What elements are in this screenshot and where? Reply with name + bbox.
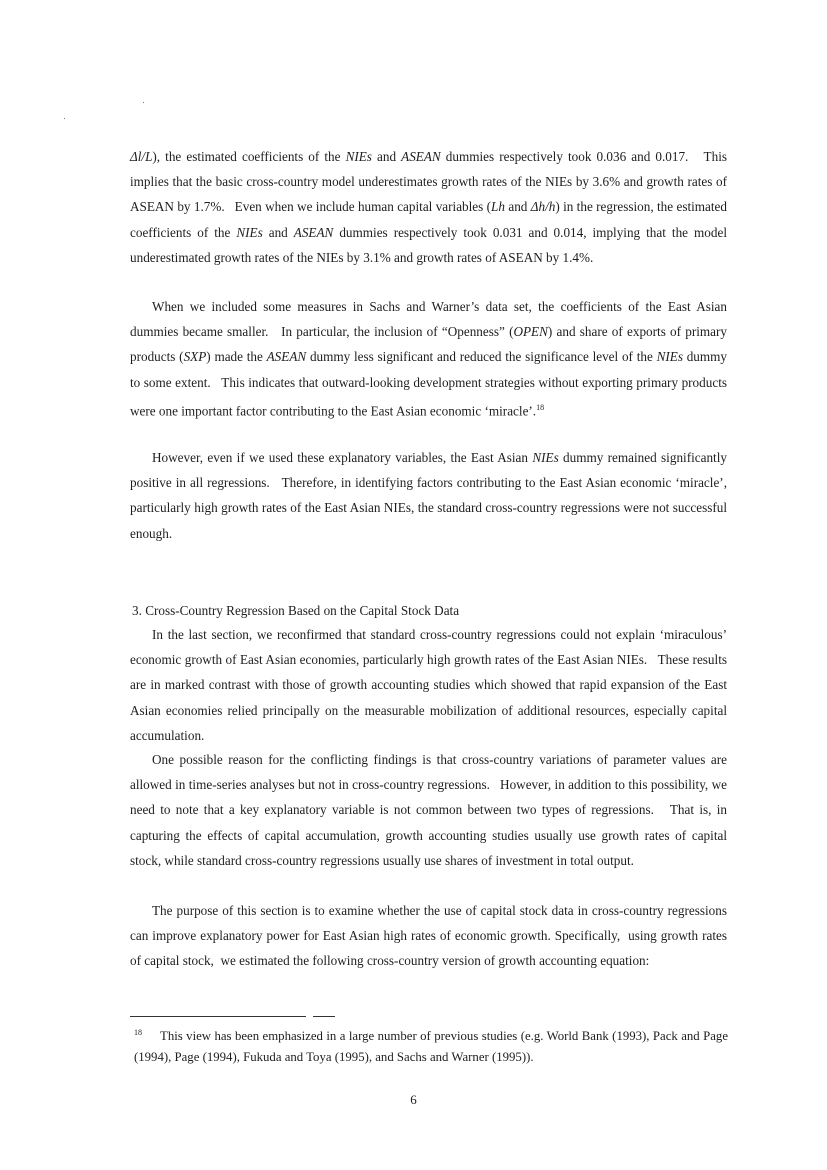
footnote-separator-tail bbox=[313, 1016, 335, 1017]
scan-speck bbox=[143, 102, 144, 103]
footnote-separator bbox=[130, 1016, 306, 1017]
paragraph-2: When we included some measures in Sachs and Warner’s data set, the coefficients of the East Asian dummies became smaller. In particular, the inclusion of “Openness” (OPEN) and share of exports of primary products (SXP) made the ASEAN dummy less significant and reduced the significance level of the NIEs dummy to some extent. This indicates that outward-looking development strategies without exporting primary products were one important factor contributing to the East Asian economic ‘miracle’.$^{18}$ bbox=[130, 299, 728, 419]
page-number: 6 bbox=[410, 1092, 417, 1107]
section-heading: 3. Cross-Country Regression Based on the Capital Stock Data bbox=[132, 603, 460, 618]
paragraph-3: However, even if we used these explanatory variables, the East Asian NIEs dummy remained significantly positive in all regressions. Therefore, in identifying factors contributing to the East Asian economic ‘miracle’, particularly high growth rates of the East Asian NIEs, the standard cross-country regressions were not successful enough. bbox=[130, 450, 727, 541]
footnote-text: This view has been emphasized in a large number of previous studies (e.g. World Bank (1993), Pack and Page (1994), Page (1994), Fukuda and Toya (1995), and Sachs and Warner (1995)). bbox=[134, 1029, 728, 1064]
footnote-marker: 18 bbox=[134, 1028, 142, 1037]
paragraph-4: In the last section, we reconfirmed that standard cross-country regressions could not explain ‘miraculous’ economic growth of East Asian economies, particularly high growth rates of the East Asian NIEs. These results are in marked contrast with those of growth accounting studies which showed that rapid expansion of the East Asian economies relied principally on the measurable mobilization of additional resources, especially capital accumulation. bbox=[130, 627, 727, 743]
paragraph-5: One possible reason for the conflicting findings is that cross-country variations of parameter values are allowed in time-series analyses but not in cross-country regressions. However, in addition to this possibility, we need to note that a key explanatory variable is not common between two types of regressions. That is, in capturing the effects of capital accumulation, growth accounting studies usually use growth rates of capital stock, while standard cross-country regressions usually use shares of investment in total output. bbox=[130, 752, 727, 868]
scan-speck bbox=[64, 118, 65, 119]
paragraph-1: Δl/L), the estimated coefficients of the NIEs and ASEAN dummies respectively took 0.036 and 0.017. This implies that the basic cross-country model underestimates growth rates of the NIEs by 3.6% and growth rates of ASEAN by 1.7%. Even when we include human capital variables (Lh and Δh/h) in the regression, the estimated coefficients of the NIEs and ASEAN dummies respectively took 0.031 and 0.014, implying that the model underestimated growth rates of the NIEs by 3.1% and growth rates of ASEAN by 1.4%. bbox=[130, 149, 728, 265]
paragraph-6: The purpose of this section is to examine whether the use of capital stock data in cross-country regressions can improve explanatory power for East Asian high rates of economic growth. Specifically, using growth rates of capital stock, we estimated the following cross-country version of growth accounting equation: bbox=[130, 903, 727, 969]
footnote bbox=[134, 1022, 728, 1068]
